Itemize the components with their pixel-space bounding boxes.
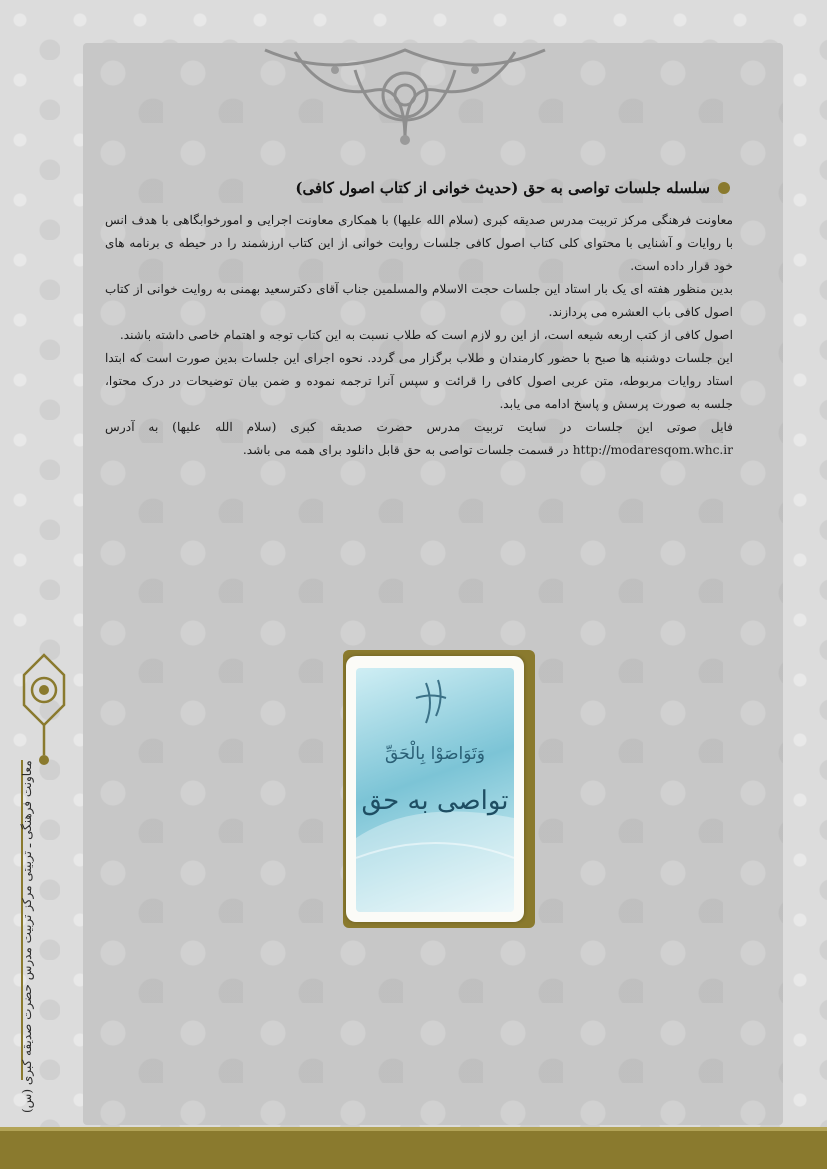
cover-title: تواصی به حق [361,786,509,816]
paragraph: بدین منظور هفته ای یک بار استاد این جلسات حجت الاسلام والمسلمین جناب آقای دکترسعید بهمنی به روایت خوانی از کتاب اصول کافی باب العشره می پردازند. [105,282,733,319]
bullet-icon [718,182,730,194]
bottom-band-highlight [0,1127,827,1131]
cover-verse: وَتَوَاصَوْا بِالْحَقِّ [384,744,486,764]
paragraph: این جلسات دوشنبه ها صبح با حضور کارمندان و طلاب برگزار می گردد. نحوه اجرای این جلسات بدین صورت است که ابتدا استاد روایات مربوطه، متن عربی اصول کافی را قرائت و سپس آنرا ترجمه نموده و ضمن بیان توضیحات در درک محتوا، جلسه به صورت پرسش و پاسخ ادامه می یابد. [105,351,733,411]
section-heading-row [290,176,730,200]
paragraph: اصول کافی از کتب اربعه شیعه است، از این رو لازم است که طلاب نسبت به این کتاب توجه و اهتمام خاصی داشته باشند. [119,328,733,342]
article-body [105,209,733,462]
top-arabesque-ornament [255,40,555,150]
paragraph: معاونت فرهنگی مرکز تربیت مدرس صدیقه کبری (سلام الله علیها) با همکاری معاونت اجرایی و امورخوابگاهی با هدف انس با روایات و آشنایی با محتوای کلی کتاب اصول کافی جلسات روایت خوانی از این کتاب ارزشمند را در حیطه ی برنامه های خود قرار داده است. [105,213,733,273]
content-panel [83,43,783,1125]
book-cover-image [356,668,514,912]
bottom-band [0,1127,827,1169]
section-heading: سلسله جلسات تواصی به حق (حدیث خوانی از کتاب اصول کافی) [295,179,710,197]
side-caption: معاونت فرهنگی ـ تربیتی مرکز تربیت مدرس حضرت صدیقه کبری (س) [20,760,34,1113]
paragraph: فایل صوتی این جلسات در سایت تربیت مدرس حضرت صدیقه کبری (سلام الله علیها) به آدرس http://modaresqom.whc.ir در قسمت جلسات تواصی به حق قابل دانلود برای همه می باشد. [105,420,733,457]
